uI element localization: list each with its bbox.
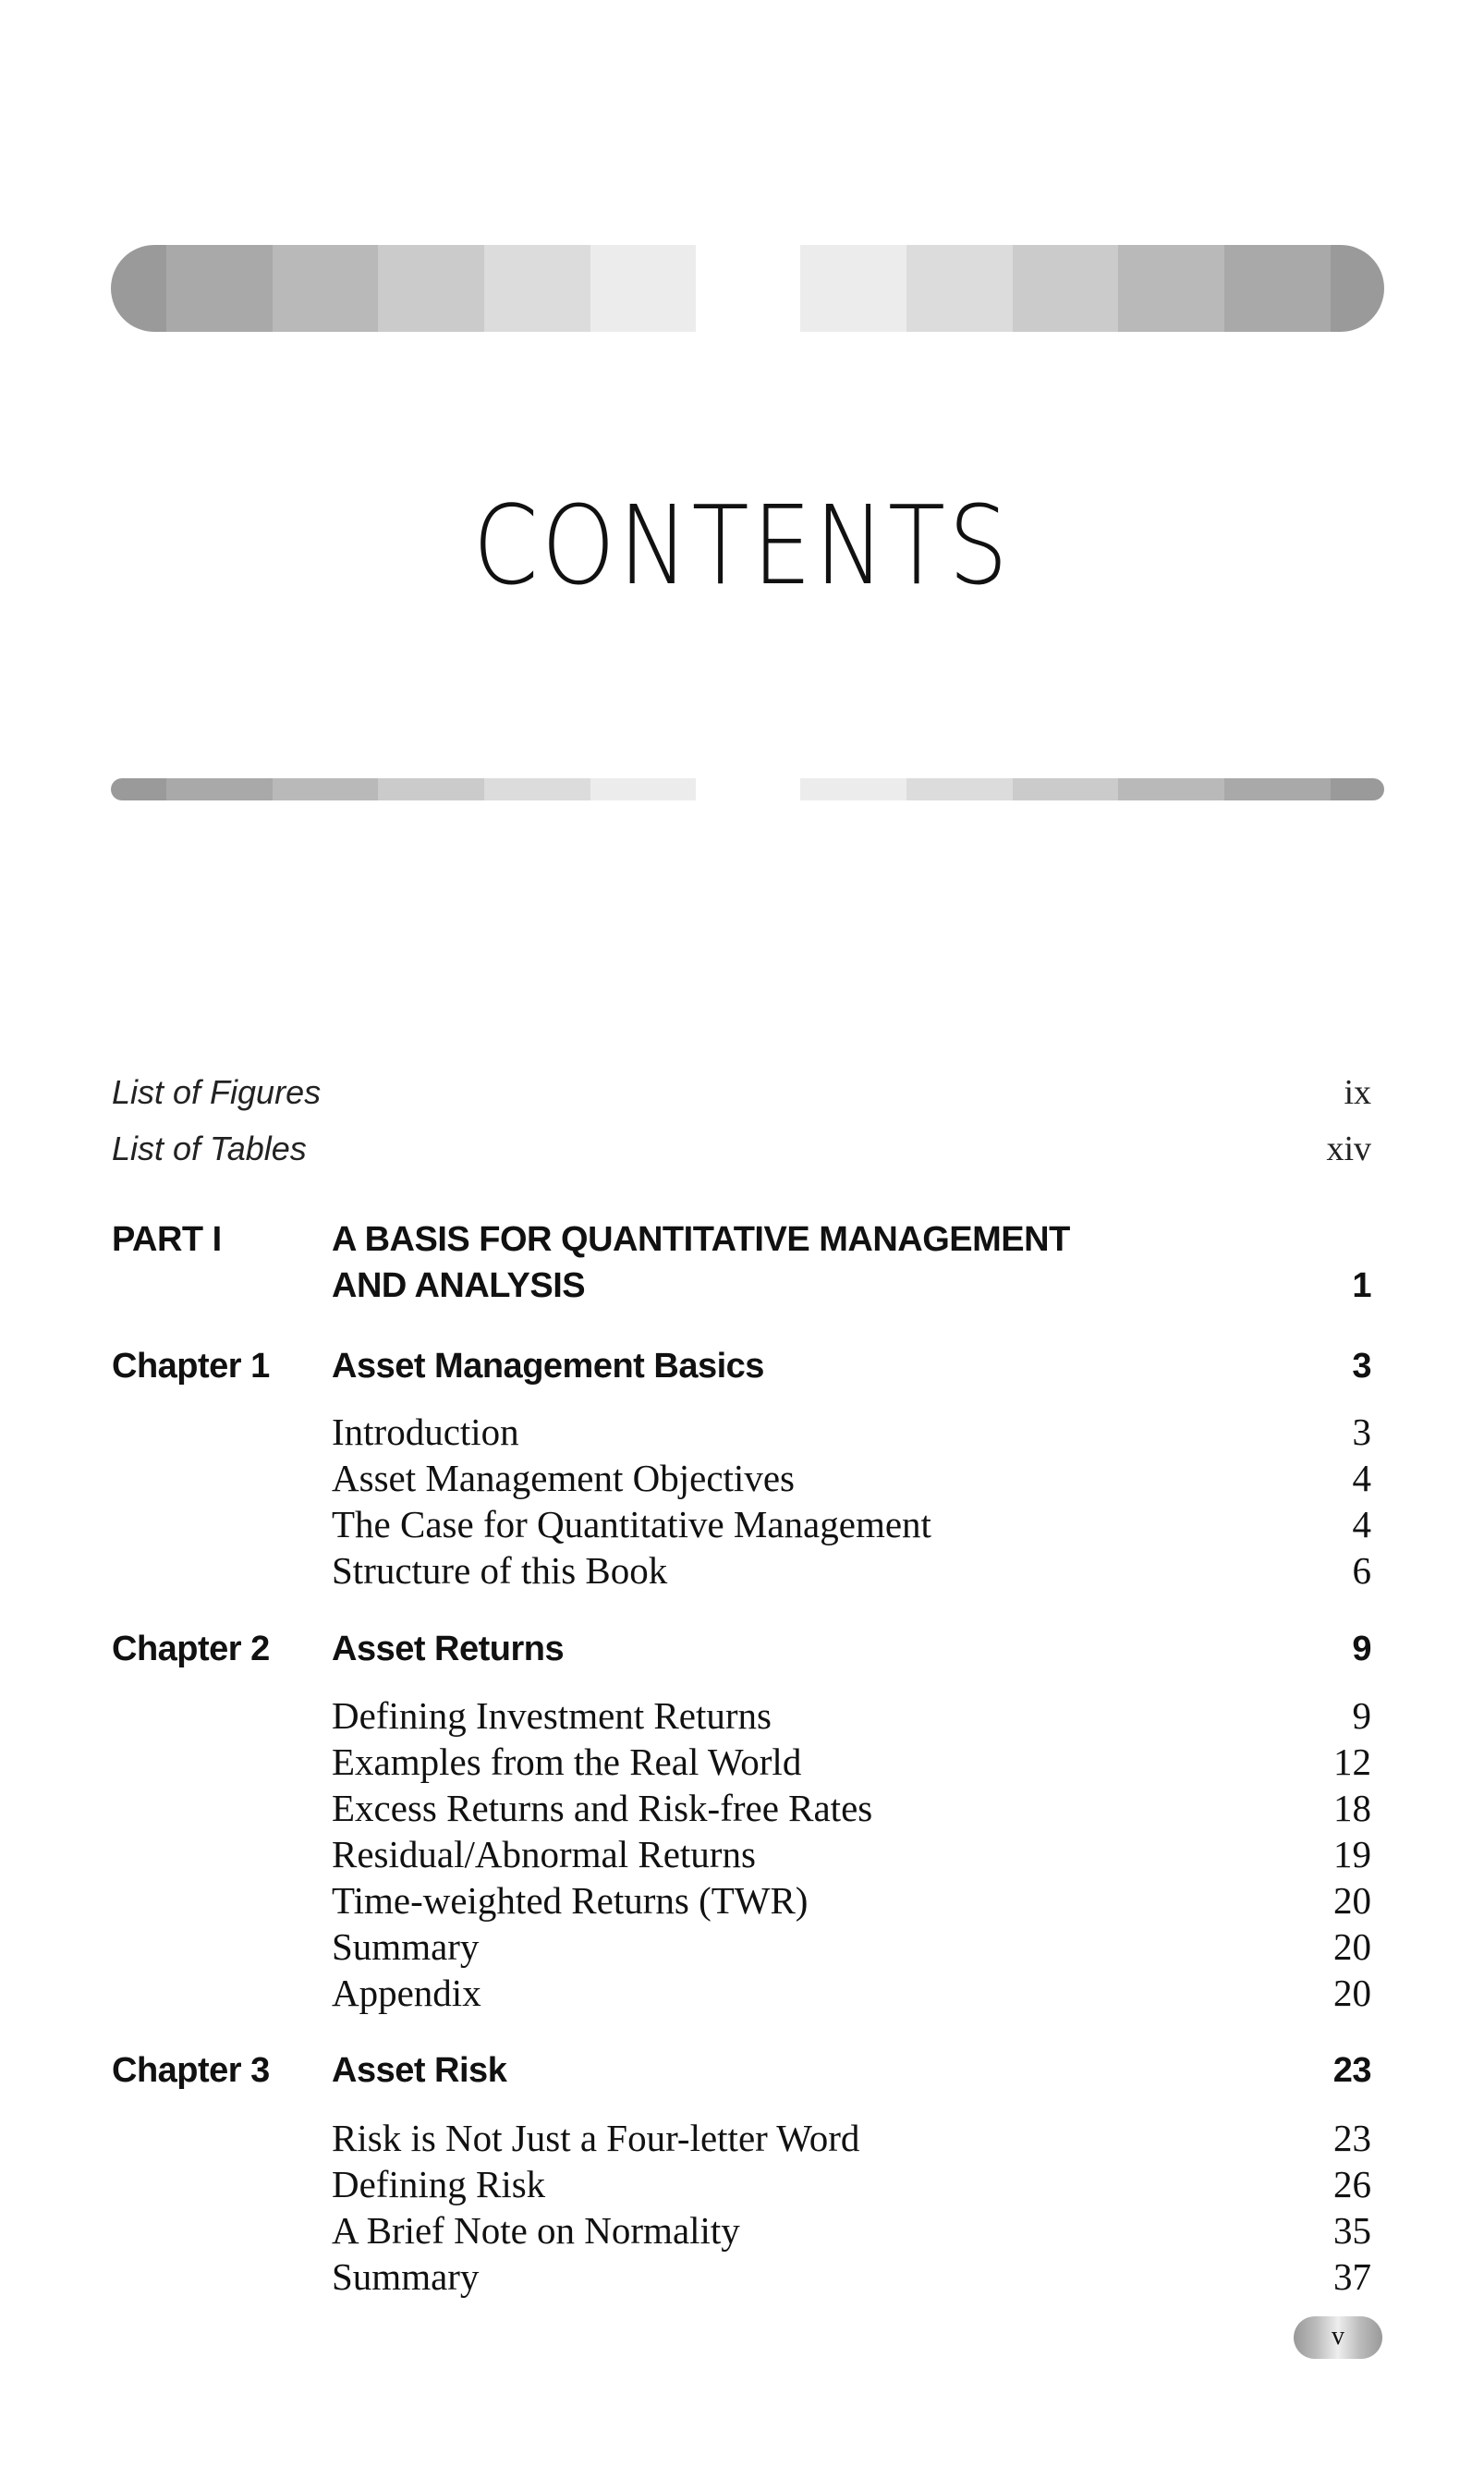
part-title: AND ANALYSIS bbox=[332, 1266, 586, 1305]
chapter-title: Asset Returns bbox=[332, 1630, 565, 1668]
entry-title: Summary bbox=[332, 2255, 480, 2298]
chapter-label: Chapter 2 bbox=[112, 1630, 270, 1668]
bar-segment bbox=[484, 778, 590, 800]
bar-segment bbox=[1013, 778, 1119, 800]
toc-entry[interactable] bbox=[112, 1692, 1371, 1739]
entry-title: Examples from the Real World bbox=[332, 1740, 802, 1783]
toc-entry[interactable] bbox=[112, 1785, 1371, 1831]
bar-segment bbox=[800, 245, 906, 332]
page-title: CONTENTS bbox=[472, 482, 1012, 609]
decorative-divider-bar bbox=[111, 778, 1384, 800]
bar-segment bbox=[696, 245, 800, 332]
toc-page: 20 bbox=[1333, 1925, 1371, 1968]
toc-entry[interactable] bbox=[112, 1831, 1371, 1877]
bar-segment bbox=[111, 778, 166, 800]
bar-segment bbox=[590, 778, 697, 800]
toc-entry[interactable] bbox=[112, 1455, 1371, 1501]
entry-title: Excess Returns and Risk-free Rates bbox=[332, 1787, 873, 1829]
bar-segment bbox=[1331, 245, 1384, 332]
bar-segment bbox=[1118, 245, 1224, 332]
toc-entry[interactable] bbox=[112, 2161, 1371, 2207]
toc-page: 4 bbox=[1352, 1457, 1371, 1499]
entry-title: Defining Investment Returns bbox=[332, 1694, 772, 1737]
toc-part-heading[interactable] bbox=[112, 1216, 1371, 1263]
bar-segment bbox=[111, 245, 166, 332]
toc-entry[interactable] bbox=[112, 1924, 1371, 1970]
toc-page: 26 bbox=[1333, 2163, 1371, 2205]
bar-segment bbox=[906, 245, 1013, 332]
entry-title: Summary bbox=[332, 1925, 480, 1968]
bar-segment bbox=[378, 778, 484, 800]
bar-segment bbox=[590, 245, 697, 332]
bar-segment bbox=[1224, 245, 1331, 332]
chapter-label: Chapter 1 bbox=[112, 1347, 270, 1386]
entry-title: Time-weighted Returns (TWR) bbox=[332, 1879, 809, 1922]
bar-segment bbox=[696, 778, 800, 800]
entry-title: Residual/Abnormal Returns bbox=[332, 1833, 756, 1875]
decorative-header-bar bbox=[111, 245, 1384, 332]
bar-segment bbox=[906, 778, 1013, 800]
part-label: PART I bbox=[112, 1220, 222, 1259]
toc-page: 9 bbox=[1352, 1694, 1371, 1737]
toc-entry[interactable] bbox=[112, 1547, 1371, 1594]
toc-page: 37 bbox=[1333, 2255, 1371, 2298]
toc-entry[interactable] bbox=[112, 1877, 1371, 1924]
toc-front-item[interactable] bbox=[112, 1069, 1371, 1116]
toc-page: 12 bbox=[1333, 1740, 1371, 1783]
table-of-contents bbox=[112, 1069, 1371, 2300]
entry-title: Defining Risk bbox=[332, 2163, 546, 2205]
toc-page: 20 bbox=[1333, 1879, 1371, 1922]
toc-page: 4 bbox=[1352, 1503, 1371, 1545]
toc-page: 23 bbox=[1333, 2117, 1371, 2159]
toc-chapter-heading[interactable] bbox=[112, 1626, 1371, 1672]
entry-title: Appendix bbox=[332, 1972, 481, 2014]
toc-page: 3 bbox=[1352, 1411, 1371, 1453]
entry-title: Structure of this Book bbox=[332, 1549, 668, 1592]
entry-title: A Brief Note on Normality bbox=[332, 2209, 740, 2252]
toc-page: 23 bbox=[1332, 2051, 1371, 2090]
bar-segment bbox=[273, 245, 379, 332]
bar-segment bbox=[166, 778, 273, 800]
toc-entry[interactable] bbox=[112, 1409, 1371, 1455]
bar-segment bbox=[378, 245, 484, 332]
bar-segment bbox=[1224, 778, 1331, 800]
toc-page: 6 bbox=[1352, 1549, 1371, 1592]
toc-page: xiv bbox=[1326, 1130, 1371, 1168]
entry-title: Asset Management Objectives bbox=[332, 1457, 795, 1499]
toc-page: 9 bbox=[1352, 1630, 1371, 1668]
toc-part-heading-cont[interactable] bbox=[112, 1263, 1371, 1309]
toc-chapter-heading[interactable] bbox=[112, 1343, 1371, 1389]
toc-entry[interactable] bbox=[112, 1739, 1371, 1785]
bar-segment bbox=[484, 245, 590, 332]
entry-title: Risk is Not Just a Four-letter Word bbox=[332, 2117, 860, 2159]
toc-entry[interactable] bbox=[112, 2115, 1371, 2161]
bar-segment bbox=[800, 778, 906, 800]
bar-segment bbox=[1331, 778, 1384, 800]
toc-page: 19 bbox=[1333, 1833, 1371, 1875]
toc-page: 35 bbox=[1333, 2209, 1371, 2252]
toc-entry[interactable] bbox=[112, 1970, 1371, 2016]
part-title: A BASIS FOR QUANTITATIVE MANAGEMENT bbox=[332, 1220, 1070, 1259]
bar-segment bbox=[1118, 778, 1224, 800]
bar-segment bbox=[166, 245, 273, 332]
chapter-title: Asset Risk bbox=[332, 2051, 507, 2090]
toc-entry[interactable] bbox=[112, 1501, 1371, 1547]
bar-segment bbox=[273, 778, 379, 800]
toc-label: List of Figures bbox=[112, 1073, 322, 1111]
chapter-label: Chapter 3 bbox=[112, 2051, 270, 2090]
entry-title: The Case for Quantitative Management bbox=[332, 1503, 931, 1545]
toc-page: ix bbox=[1344, 1073, 1371, 1112]
toc-label: List of Tables bbox=[112, 1130, 307, 1167]
toc-page: 20 bbox=[1333, 1972, 1371, 2014]
chapter-title: Asset Management Basics bbox=[332, 1347, 764, 1386]
bar-segment bbox=[1013, 245, 1119, 332]
toc-page: 1 bbox=[1352, 1266, 1371, 1305]
toc-chapter-heading[interactable] bbox=[112, 2047, 1371, 2094]
toc-page: 18 bbox=[1333, 1787, 1371, 1829]
page-number: v bbox=[1332, 2322, 1344, 2351]
toc-entry[interactable] bbox=[112, 2207, 1371, 2253]
page-number-badge bbox=[1294, 2316, 1382, 2359]
toc-front-item[interactable] bbox=[112, 1126, 1371, 1172]
toc-page: 3 bbox=[1352, 1347, 1371, 1386]
toc-entry[interactable] bbox=[112, 2253, 1371, 2300]
entry-title: Introduction bbox=[332, 1411, 519, 1453]
